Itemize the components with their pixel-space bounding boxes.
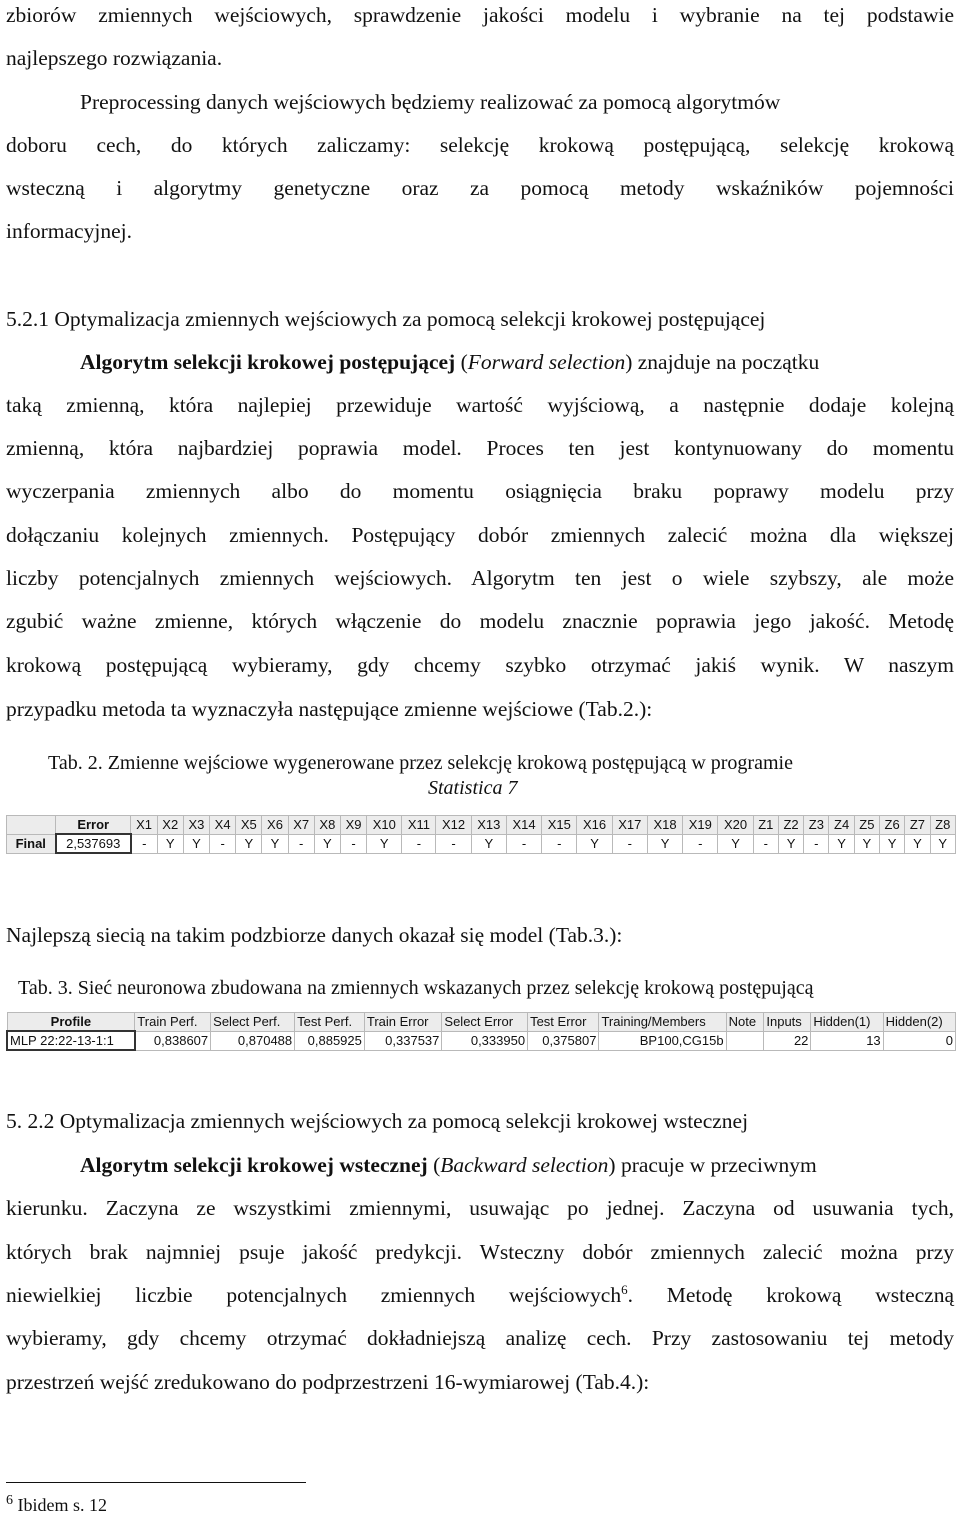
body-text-line: których brak najmniej psuje jakość predykcji. Wsteczny dobór zmiennych zalecić można przy <box>6 1240 954 1264</box>
table-header-cell: Z7 <box>905 816 930 835</box>
table-caption: Tab. 3. Sieć neuronowa zbudowana na zmiennych wskazanych przez selekcję krokową postępującą <box>18 977 814 999</box>
table-header-cell: X2 <box>157 816 183 835</box>
table-cell: Y <box>930 834 955 853</box>
table-cell: Y <box>880 834 905 853</box>
table-header-row <box>7 816 956 835</box>
text-span: ) znajduje na początku <box>625 350 820 374</box>
table-corner-cell <box>7 816 56 835</box>
body-text-line: zgubić ważne zmienne, których włączenie do modelu znacznie poprawia jego jakość. Metodę <box>6 609 954 633</box>
body-text-line: najlepszego rozwiązania. <box>6 46 223 70</box>
term-italic: Forward selection <box>467 350 626 374</box>
table-header-cell: Note <box>726 1013 764 1032</box>
table-cell: Y <box>647 834 682 853</box>
term-bold: Algorytm selekcji krokowej wstecznej <box>80 1153 428 1177</box>
table-header-cell: Z8 <box>930 816 955 835</box>
table-header-cell: X3 <box>183 816 209 835</box>
body-text-line: zbiorów zmiennych wejściowych, sprawdzenie jakości modelu i wybranie na tej podstawie <box>6 3 954 27</box>
table-header-cell: X12 <box>436 816 471 835</box>
table-cell: Y <box>905 834 930 853</box>
table-cell: Y <box>157 834 183 853</box>
table-header-cell: Profile <box>7 1013 135 1032</box>
table-header-cell: X18 <box>647 816 682 835</box>
table-header-cell: Test Error <box>528 1013 599 1032</box>
table-cell: 0,375807 <box>528 1031 599 1050</box>
table-cell <box>726 1031 764 1050</box>
table-header-cell: Z5 <box>854 816 879 835</box>
footnote <box>6 1494 107 1516</box>
table-cell: Y <box>236 834 262 853</box>
table-cell: Y <box>829 834 854 853</box>
table-header-cell: Z3 <box>804 816 829 835</box>
body-text-line: wyczerpania zmiennych albo do momentu osiągnięcia braku poprawy modelu przy <box>6 479 954 503</box>
body-text-line: Najlepszą siecią na takim podzbiorze danych okazał się model (Tab.3.): <box>6 923 623 947</box>
body-text-line: informacyjnej. <box>6 219 132 243</box>
body-text-line: wybieramy, gdy chcemy otrzymać dokładniejszą analizę cech. Przy zastosowaniu tej metody <box>6 1326 954 1350</box>
row-label-cell: Final <box>7 834 56 853</box>
table-header-cell: X19 <box>683 816 718 835</box>
table-cell: Y <box>471 834 506 853</box>
body-text-line: przypadku metoda ta wyznaczyła następujące zmienne wejściowe (Tab.2.): <box>6 697 653 721</box>
table-header-cell: X13 <box>471 816 506 835</box>
table-cell: Y <box>854 834 879 853</box>
table-header-cell: X1 <box>131 816 157 835</box>
table-header-row <box>7 1013 956 1032</box>
table-cell: Y <box>314 834 340 853</box>
table-cell: - <box>131 834 157 853</box>
body-text-line: Preprocessing danych wejściowych będziemy realizować za pomocą algorytmów <box>80 90 781 114</box>
body-text-line: zmienną, która najbardziej poprawia model. Proces ten jest kontynuowany do momentu <box>6 436 954 460</box>
table-cell: - <box>683 834 718 853</box>
table-cell: 0,333950 <box>442 1031 528 1050</box>
body-text-line: liczby potencjalnych zmiennych wejściowych. Algorytm ten jest o wiele szybszy, ale może <box>6 566 954 590</box>
table-header-cell: Inputs <box>764 1013 811 1032</box>
table-cell: BP100,CG15b <box>599 1031 726 1050</box>
table-cell: - <box>402 834 436 853</box>
table-header-cell: X9 <box>340 816 366 835</box>
table-cell: 2,537693 <box>56 834 131 853</box>
table-header-cell: X8 <box>314 816 340 835</box>
table-caption: Tab. 2. Zmienne wejściowe wygenerowane przez selekcję krokową postępującą w programie <box>48 752 793 774</box>
table-cell: - <box>210 834 236 853</box>
text-span: . Metodę krokową wsteczną <box>627 1283 954 1307</box>
footnote-separator <box>6 1482 306 1483</box>
table-cell: - <box>340 834 366 853</box>
table-cell: Y <box>718 834 753 853</box>
table-cell: MLP 22:22-13-1:1 <box>7 1031 135 1050</box>
table-caption-italic <box>428 776 517 800</box>
body-text-line: taką zmienną, która najlepiej przewiduje wartość wyjściową, a następnie dodaje kolejną <box>6 393 954 417</box>
table-cell: 13 <box>811 1031 883 1050</box>
table-header-cell: Select Error <box>442 1013 528 1032</box>
body-text-line: krokową postępującą wybieramy, gdy chcemy szybko otrzymać jakiś wynik. W naszym <box>6 653 954 677</box>
body-text-line: doboru cech, do których zaliczamy: selekcję krokową postępującą, selekcję krokową <box>6 133 954 157</box>
table-header-cell: X15 <box>542 816 577 835</box>
table-header-cell: Z1 <box>753 816 778 835</box>
table-header-cell: X7 <box>288 816 314 835</box>
table-row <box>7 834 956 853</box>
table-header-cell: X17 <box>612 816 647 835</box>
table-header-cell: Train Perf. <box>135 1013 211 1032</box>
text-span: ( <box>427 1153 441 1177</box>
table-header-cell: X14 <box>506 816 541 835</box>
table-header-cell: X4 <box>210 816 236 835</box>
table-row <box>7 1031 956 1050</box>
variables-table <box>6 815 956 854</box>
text-span: niewielkiej liczbie potencjalnych zmiennych wejściowych <box>6 1283 622 1307</box>
body-text-line <box>80 1152 954 1178</box>
table-cell: Y <box>577 834 612 853</box>
table-header-cell: Training/Members <box>599 1013 726 1032</box>
table-cell: 0 <box>883 1031 955 1050</box>
text-span: ) pracuje w przeciwnym <box>608 1153 817 1177</box>
table-cell: 22 <box>764 1031 811 1050</box>
table-cell: - <box>804 834 829 853</box>
text-span: ( <box>455 350 468 374</box>
table-header-cell: Z2 <box>778 816 803 835</box>
table-header-cell: X16 <box>577 816 612 835</box>
table-header-cell: Select Perf. <box>211 1013 295 1032</box>
table-cell: 0,870488 <box>211 1031 295 1050</box>
footnote-number: 6 <box>6 1493 13 1508</box>
table-cell: Y <box>367 834 402 853</box>
footnote-text: Ibidem s. 12 <box>13 1495 107 1515</box>
table-header-cell: X20 <box>718 816 753 835</box>
table-cell: - <box>753 834 778 853</box>
section-heading: 5. 2.2 Optymalizacja zmiennych wejściowych za pomocą selekcji krokowej wstecznej <box>6 1109 749 1133</box>
body-text-line <box>6 1282 954 1308</box>
network-table <box>6 1012 956 1051</box>
table-cell: - <box>436 834 471 853</box>
section-heading: 5.2.1 Optymalizacja zmiennych wejściowych za pomocą selekcji krokowej postępującej <box>6 307 766 331</box>
table-header-cell: Train Error <box>364 1013 442 1032</box>
table-cell: - <box>612 834 647 853</box>
body-text-line: dołączaniu kolejnych zmiennych. Postępujący dobór zmiennych zalecić można dla większej <box>6 523 954 547</box>
table-header-cell: Test Perf. <box>295 1013 365 1032</box>
table-cell: Y <box>262 834 288 853</box>
table-header-cell: X10 <box>367 816 402 835</box>
body-text-line: kierunku. Zaczyna ze wszystkimi zmiennymi, usuwając po jednej. Zaczyna od usuwania tych, <box>6 1196 954 1220</box>
body-text-line: wsteczną i algorytmy genetyczne oraz za pomocą metody wskaźników pojemności <box>6 176 954 200</box>
table-cell: 0,838607 <box>135 1031 211 1050</box>
table-cell: 0,337537 <box>364 1031 442 1050</box>
table-cell: - <box>542 834 577 853</box>
footnote-ref: 6 <box>621 1281 628 1297</box>
table-header-cell: X6 <box>262 816 288 835</box>
table-header-cell: Error <box>56 816 131 835</box>
body-text-line <box>80 349 954 375</box>
table-header-cell: Z4 <box>829 816 854 835</box>
term-bold: Algorytm selekcji krokowej postępującej <box>80 350 456 374</box>
term-italic: Backward selection <box>440 1153 609 1177</box>
table-cell: - <box>288 834 314 853</box>
table-cell: - <box>506 834 541 853</box>
table-header-cell: Hidden(2) <box>883 1013 955 1032</box>
table-cell: 0,885925 <box>295 1031 365 1050</box>
body-text-line: przestrzeń wejść zredukowano do podprzestrzeni 16-wymiarowej (Tab.4.): <box>6 1370 650 1394</box>
table-cell: Y <box>778 834 803 853</box>
table-header-cell: Z6 <box>880 816 905 835</box>
table-header-cell: X5 <box>236 816 262 835</box>
table-header-cell: X11 <box>402 816 436 835</box>
table-header-cell: Hidden(1) <box>811 1013 883 1032</box>
table-cell: Y <box>183 834 209 853</box>
caption-italic: Statistica 7 <box>428 777 518 799</box>
